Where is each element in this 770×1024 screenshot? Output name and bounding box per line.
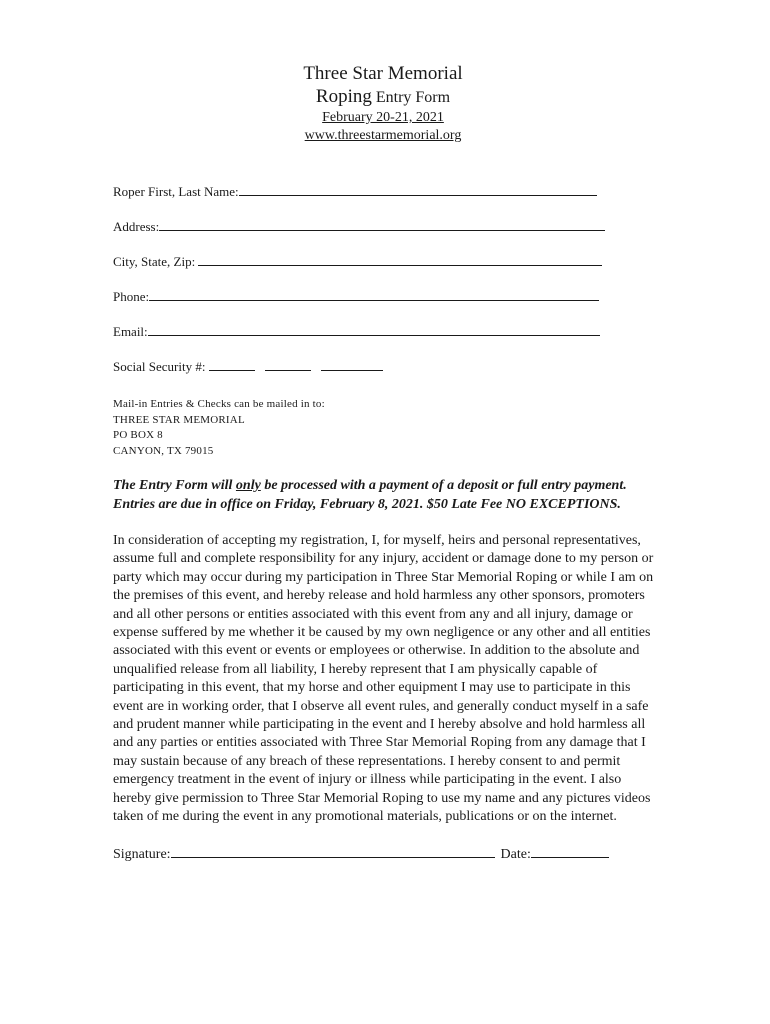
notice-part1: The Entry Form will (113, 478, 236, 493)
liability-waiver: In consideration of accepting my registration, I, for myself, heirs and personal representatives, assume full and complete responsibility for any injury, accident or damage done to my person or party which may occur during my participation in Three Star Memorial Roping or while I am on the premises of this event, and hereby release and hold harmless any other sponsors, promoters and all other persons or entities associated with this event from any and all injury, damage or expense suffered by me whether it be caused by my own negligence or any other and all entities associated with this event or events or employees or otherwise. In addition to the absolute and unqualified release from all liability, I hereby represent that I am physically capable of participating in this event, that my horse and other equipment I may use to participate in this event are in working order, that I observe all event rules, and generally conduct myself in a safe and prudent manner while participating in the event and I hereby absolve and hold harmless all and any parties or entities associated with Three Star Memorial Roping from any damage that I may sustain because of any breach of these representations. I hereby consent to and permit emergency treatment in the event of injury or illness while participating in the event. I also hereby give permission to Three Star Memorial Roping to use my name and any pictures videos taken of me during the event in any promotional materials, publications or on the internet. (113, 533, 654, 825)
notice-part2: be processed with a payment of a deposit or full entry payment. Entries are due in office on Friday, February 8, 2021. $50 Late Fee NO EXCEPTIONS. (113, 478, 627, 512)
city-state-zip-label: City, State, Zip: (113, 254, 199, 269)
email-field[interactable] (148, 323, 600, 336)
email-label: Email: (113, 324, 148, 339)
phone-field[interactable] (149, 288, 599, 301)
mail-po-box: PO BOX 8 (113, 429, 163, 441)
phone-row (113, 288, 658, 323)
date-label: Date: (500, 846, 531, 862)
ssn-field-part1[interactable] (209, 358, 255, 371)
form-title-entry-form: Entry Form (371, 89, 451, 106)
address-row (113, 218, 658, 253)
signature-label: Signature: (113, 846, 171, 862)
ssn-label: Social Security #: (113, 359, 209, 374)
event-title: Three Star Memorial (303, 63, 463, 84)
notice-emphasis: only (235, 478, 261, 493)
mail-intro: Mail-in Entries & Checks can be mailed in to: (113, 398, 325, 410)
city-state-zip-row (113, 253, 658, 288)
ssn-field-part2[interactable] (265, 358, 311, 371)
mail-recipient: THREE STAR MEMORIAL (113, 413, 245, 426)
form-title (108, 86, 658, 109)
phone-label: Phone: (113, 289, 150, 304)
ssn-field-part3[interactable] (321, 358, 383, 371)
payment-notice (113, 477, 658, 514)
entry-fields (113, 183, 658, 393)
city-state-zip-field[interactable] (198, 253, 602, 266)
mail-city: CANYON, TX 79015 (113, 444, 214, 457)
address-field[interactable] (159, 218, 605, 231)
address-label: Address: (113, 219, 160, 234)
event-date: February 20-21, 2021 (322, 110, 444, 125)
entry-form-page (113, 62, 658, 864)
signature-row (113, 845, 658, 864)
ssn-row (113, 358, 658, 393)
roper-name-row (113, 183, 658, 218)
roper-name-field[interactable] (239, 183, 597, 196)
signature-field[interactable] (171, 845, 495, 858)
mailing-address (113, 397, 658, 459)
event-website-link[interactable]: www.threestarmemorial.org (304, 128, 462, 143)
email-row (113, 323, 658, 358)
roper-name-label: Roper First, Last Name: (113, 184, 239, 199)
form-title-roping: Roping (315, 86, 372, 107)
form-header (108, 62, 658, 145)
date-field[interactable] (531, 845, 609, 858)
